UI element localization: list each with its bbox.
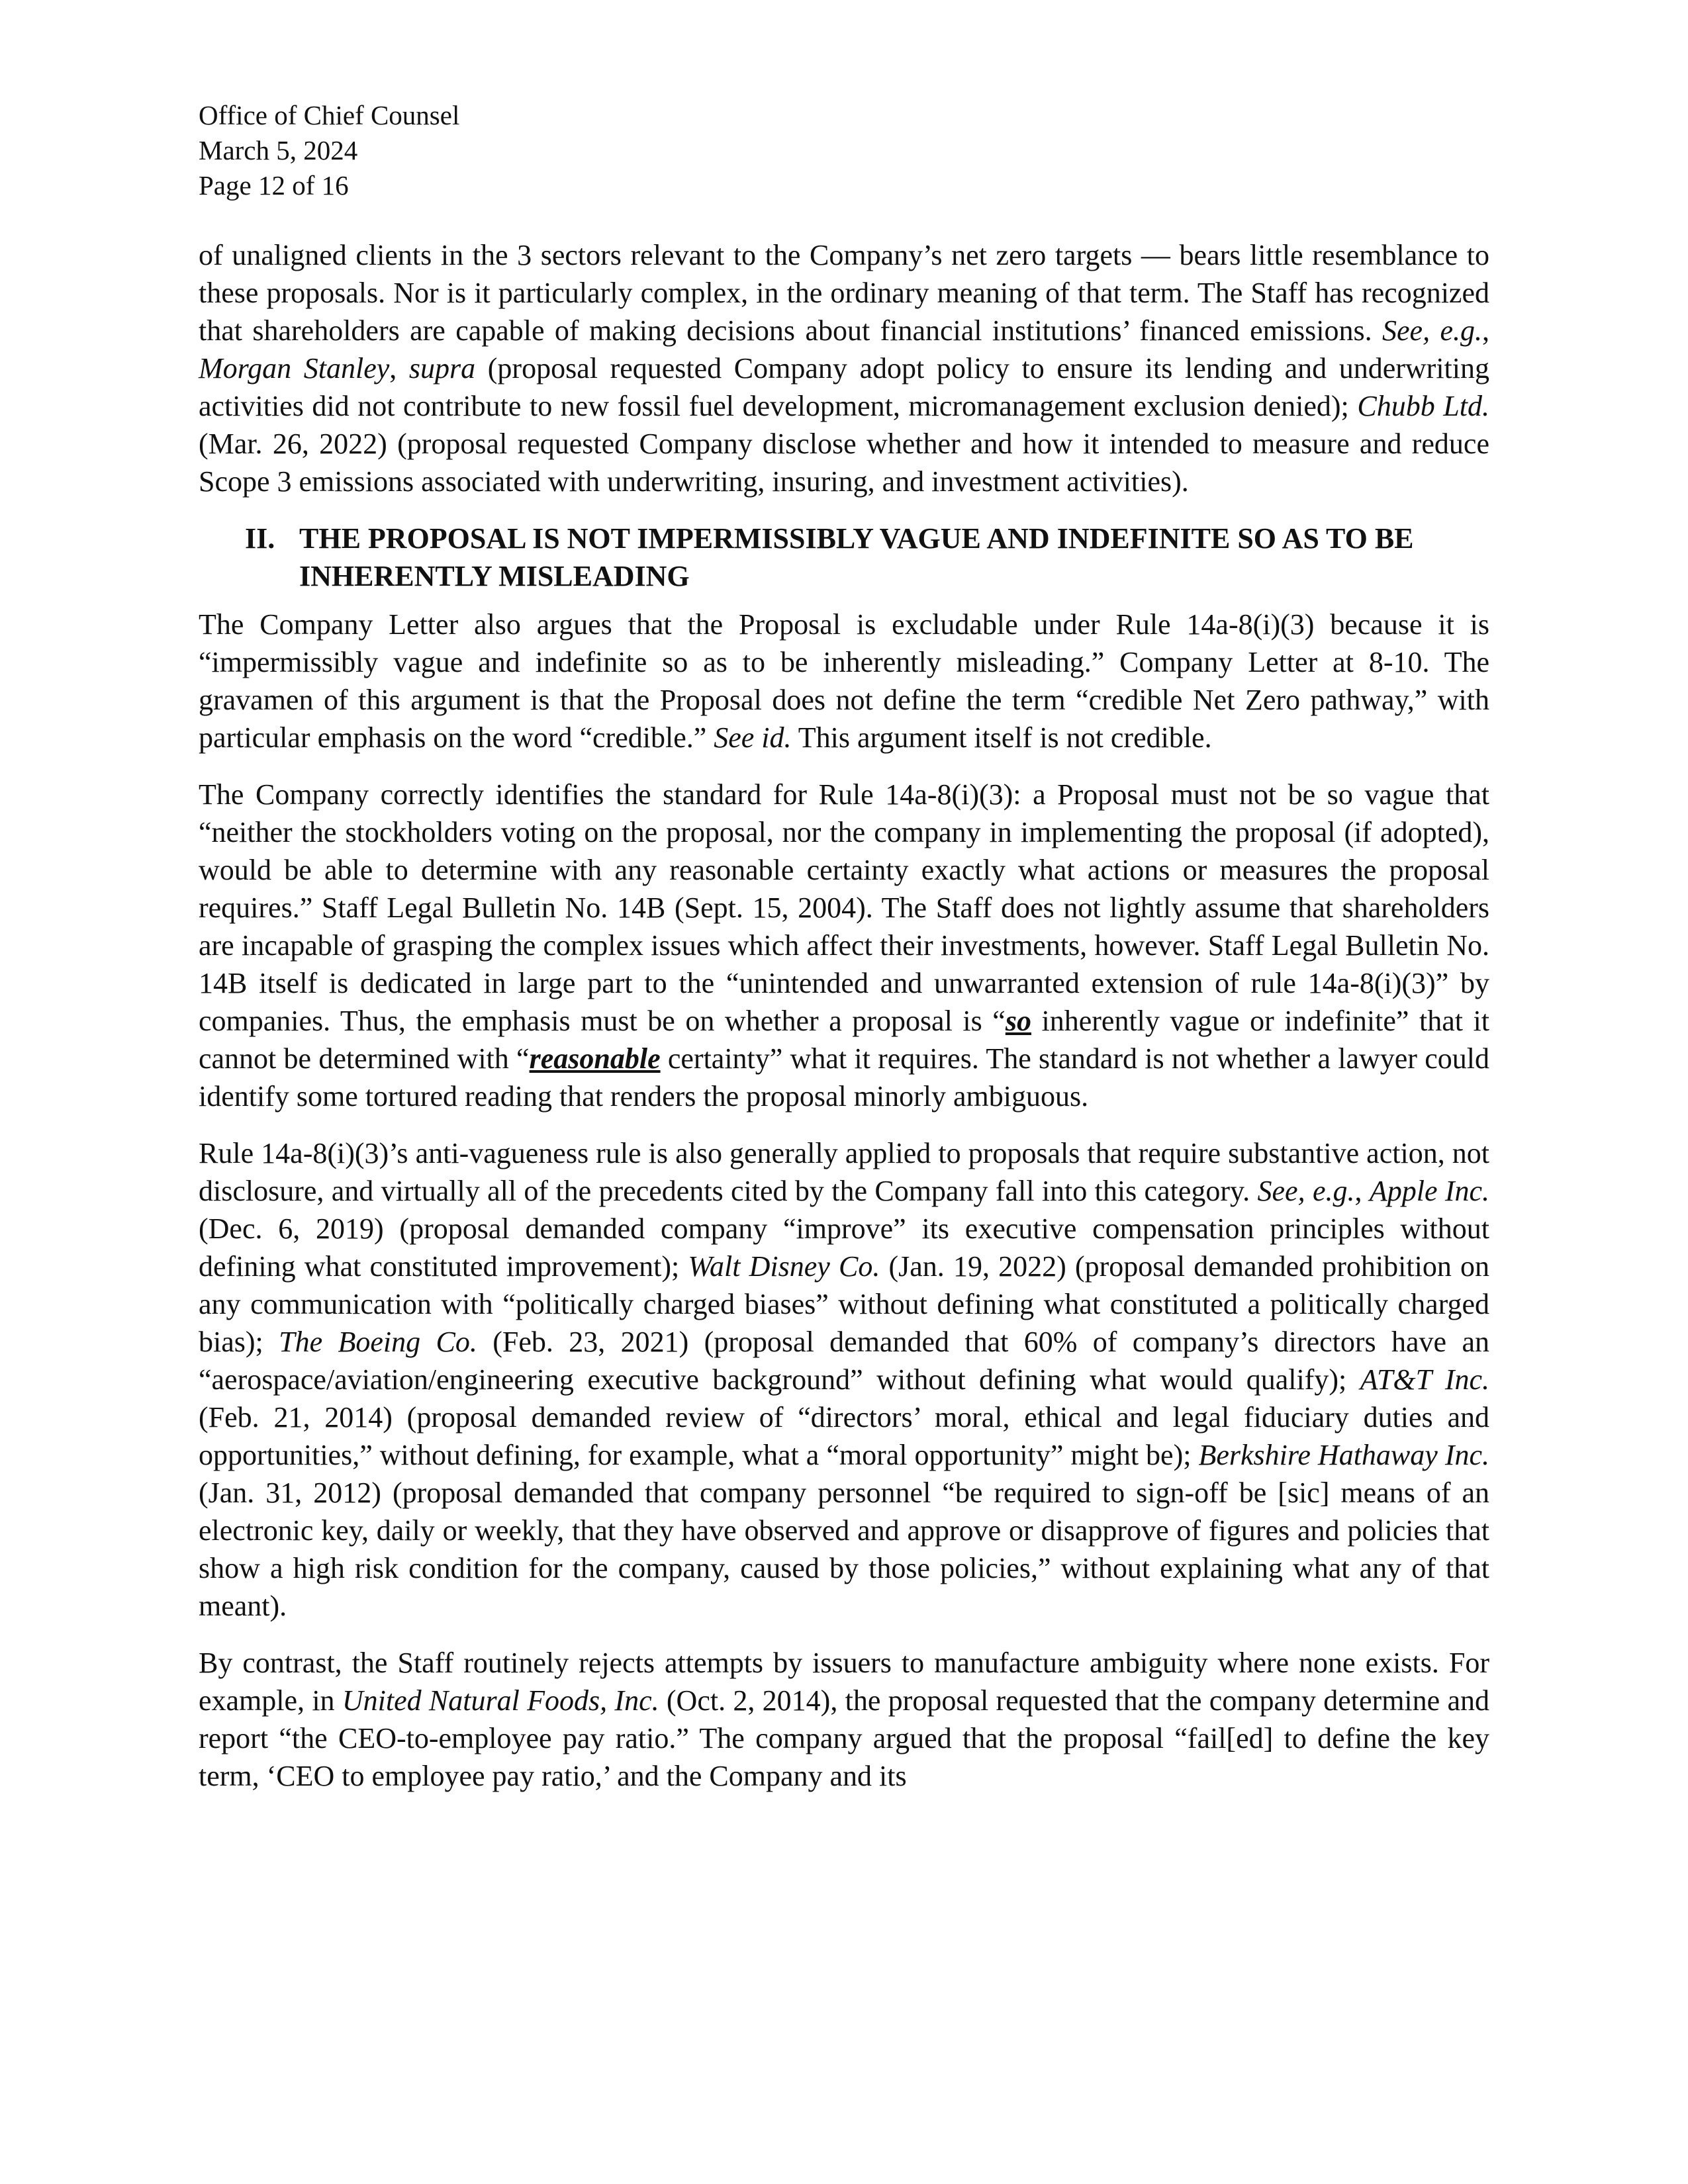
section-number: II.: [245, 522, 275, 555]
text-run: (Oct. 2, 2014), the proposal requested that the company determine and report “the CEO-to-employee pay ratio.” The company argued that the proposal “fail[ed] to define the key term, ‘CEO to employee pay ratio,’ and the Company and its: [199, 1684, 1490, 1792]
header-date: March 5, 2024: [199, 135, 358, 165]
case-name: Walt Disney Co.: [688, 1250, 880, 1283]
text-run: (Dec. 6, 2019) (proposal demanded company “improve” its executive compensation principles without defining what constituted improvement);: [199, 1212, 1489, 1283]
emphasis-so: so: [1005, 1005, 1031, 1037]
citation-signal: See id.: [714, 721, 792, 754]
text-run: inherently vague or indefinite” that it cannot be determined with “: [199, 1005, 1489, 1075]
text-run: By contrast, the Staff routinely rejects attempts by issuers to manufacture ambiguity where none exists. For example, in: [199, 1647, 1489, 1717]
section-title: THE PROPOSAL IS NOT IMPERMISSIBLY VAGUE AND INDEFINITE SO AS TO BE INHERENTLY MISLEADING: [299, 522, 1414, 592]
text-run: of unaligned clients in the 3 sectors relevant to the Company’s net zero targets — bears little resemblance to these proposals. Nor is it particularly complex, in the ordinary meaning of that term. The Staff has recognized that shareholders are capable of making decisions about financial institutions’ financed emissions.: [199, 239, 1489, 347]
citation-signal: See, e.g.: [1382, 314, 1482, 347]
emphasis-reasonable: reasonable: [529, 1042, 661, 1075]
citation-signal: supra: [408, 352, 476, 385]
case-name: United Natural Foods, Inc.: [342, 1684, 659, 1717]
case-name: Berkshire Hathaway Inc.: [1198, 1439, 1489, 1471]
case-name: Morgan Stanley: [199, 352, 390, 385]
text-run: certainty” what it requires. The standard is not whether a lawyer could identify some tortured reading that renders the proposal minorly ambiguous.: [199, 1042, 1489, 1113]
case-name: The Boeing Co.: [279, 1326, 477, 1358]
text-run: (Feb. 23, 2021) (proposal demanded that 60% of company’s directors have an “aerospace/aviation/engineering executive background” without defining what would qualify);: [199, 1326, 1489, 1396]
paragraph-2: [199, 606, 1489, 756]
case-name: Apple Inc.: [1369, 1175, 1490, 1207]
text-run: (Jan. 19, 2022) (proposal demanded prohibition on any communication with “politically charged biases” without defining what constituted a politically charged bias);: [199, 1250, 1489, 1358]
paragraph-4: [199, 1134, 1489, 1625]
text-run: (proposal requested Company adopt policy to ensure its lending and underwriting activities did not contribute to new fossil fuel development, micromanagement exclusion denied);: [199, 352, 1490, 422]
text-run: (Mar. 26, 2022) (proposal requested Company disclose whether and how it intended to measure and reduce Scope 3 emissions associated with underwriting, insuring, and investment activities).: [199, 428, 1489, 498]
citation-signal: See, e.g.: [1257, 1175, 1355, 1207]
text-run: ,: [389, 352, 409, 385]
paragraph-3: [199, 776, 1489, 1115]
text-run: (Jan. 31, 2012) (proposal demanded that company personnel “be required to sign-off be [sic] means of an electronic key, daily or weekly, that they have observed and approve or disapprove of figures and policies that show a high risk condition for the company, caused by those policies,” without explaining what any of that meant).: [199, 1477, 1489, 1622]
section-heading: [199, 520, 1489, 595]
text-run: ,: [1482, 314, 1489, 347]
case-name: Chubb Ltd.: [1357, 390, 1489, 422]
letter-header: [199, 98, 459, 203]
case-name: AT&T Inc.: [1360, 1363, 1490, 1396]
text-run: Rule 14a-8(i)(3)’s anti-vagueness rule is also generally applied to proposals that require substantive action, not disclosure, and virtually all of the precedents cited by the Company fall into this category.: [199, 1137, 1489, 1207]
paragraph-1: [199, 236, 1489, 500]
letter-body: [199, 236, 1489, 1814]
paragraph-5: [199, 1644, 1489, 1795]
text-run: The Company correctly identifies the standard for Rule 14a-8(i)(3): a Proposal must not be so vague that “neither the stockholders voting on the proposal, nor the company in implementing the proposal (if adopted), would be able to determine with any reasonable certainty exactly what actions or measures the proposal requires.” Staff Legal Bulletin No. 14B (Sept. 15, 2004). The Staff does not lightly assume that shareholders are incapable of grasping the complex issues which affect their investments, however. Staff Legal Bulletin No. 14B itself is dedicated in large part to the “unintended and unwarranted extension of rule 14a-8(i)(3)” by companies. Thus, the emphasis must be on whether a proposal is “: [199, 778, 1489, 1037]
text-run: (Feb. 21, 2014) (proposal demanded review of “directors’ moral, ethical and legal fiduciary duties and opportunities,” without defining, for example, what a “moral opportunity” might be);: [199, 1401, 1489, 1471]
text-run: This argument itself is not credible.: [791, 721, 1212, 754]
text-run: The Company Letter also argues that the Proposal is excludable under Rule 14a-8(i)(3) because it is “impermissibly vague and indefinite so as to be inherently misleading.” Company Letter at 8-10. The gravamen of this argument is that the Proposal does not define the term “credible Net Zero pathway,” with particular emphasis on the word “credible.”: [199, 608, 1489, 754]
header-page-number: Page 12 of 16: [199, 170, 349, 201]
text-run: ,: [1354, 1175, 1370, 1207]
header-office: Office of Chief Counsel: [199, 100, 460, 130]
